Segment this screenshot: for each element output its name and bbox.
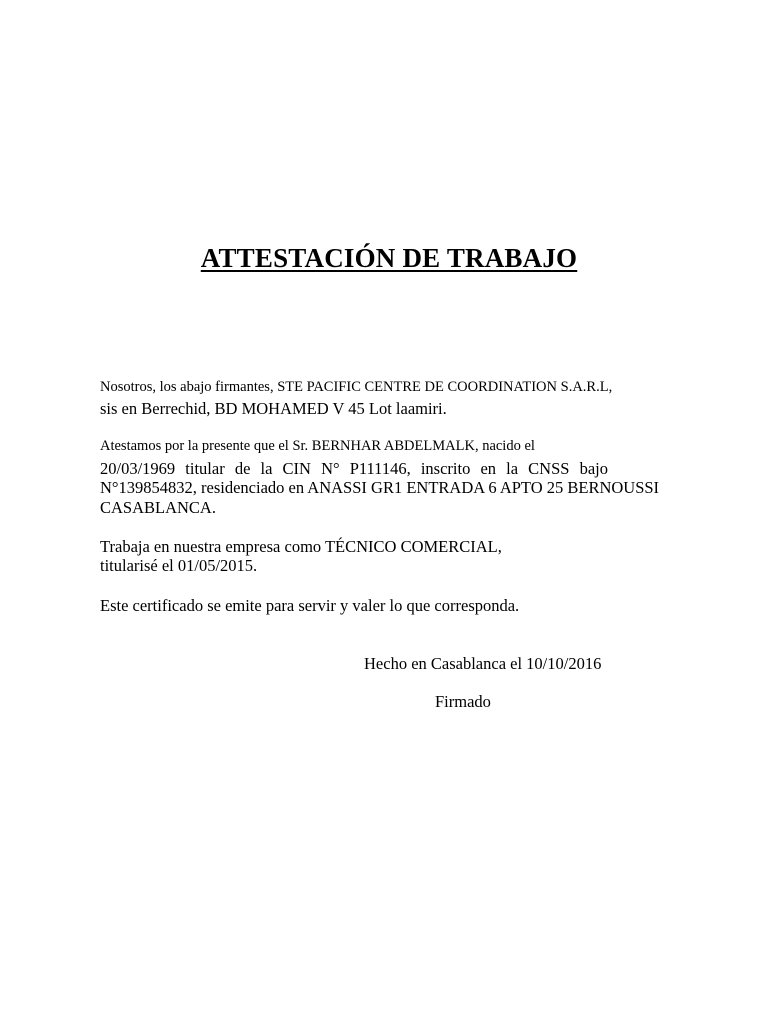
certificate-purpose-line: Este certificado se emite para servir y valer lo que corresponda. [100,596,520,615]
intro-line-2: sis en Berrechid, BD MOHAMED V 45 Lot laamiri. [100,399,447,418]
attest-line-3: N°139854832, residenciado en ANASSI GR1 ENTRADA 6 APTO 25 BERNOUSSI [100,478,660,497]
intro-line-1: Nosotros, los abajo firmantes, STE PACIFIC CENTRE DE COORDINATION S.A.R.L, [100,379,613,395]
attest-line-4: CASABLANCA. [100,498,216,517]
signed-label: Firmado [435,692,491,711]
place-date: Hecho en Casablanca el 10/10/2016 [364,654,602,673]
employment-line-2: titularisé el 01/05/2015. [100,556,258,575]
employment-line-1: Trabaja en nuestra empresa como TÉCNICO COMERCIAL, [100,537,502,556]
attest-line-1: Atestamos por la presente que el Sr. BERNHAR ABDELMALK, nacido el [100,438,535,454]
attest-line-2: 20/03/1969 titular de la CIN N° P111146, inscrito en la CNSS bajo [100,459,608,478]
document-title: ATTESTACIÓN DE TRABAJO [200,243,578,273]
